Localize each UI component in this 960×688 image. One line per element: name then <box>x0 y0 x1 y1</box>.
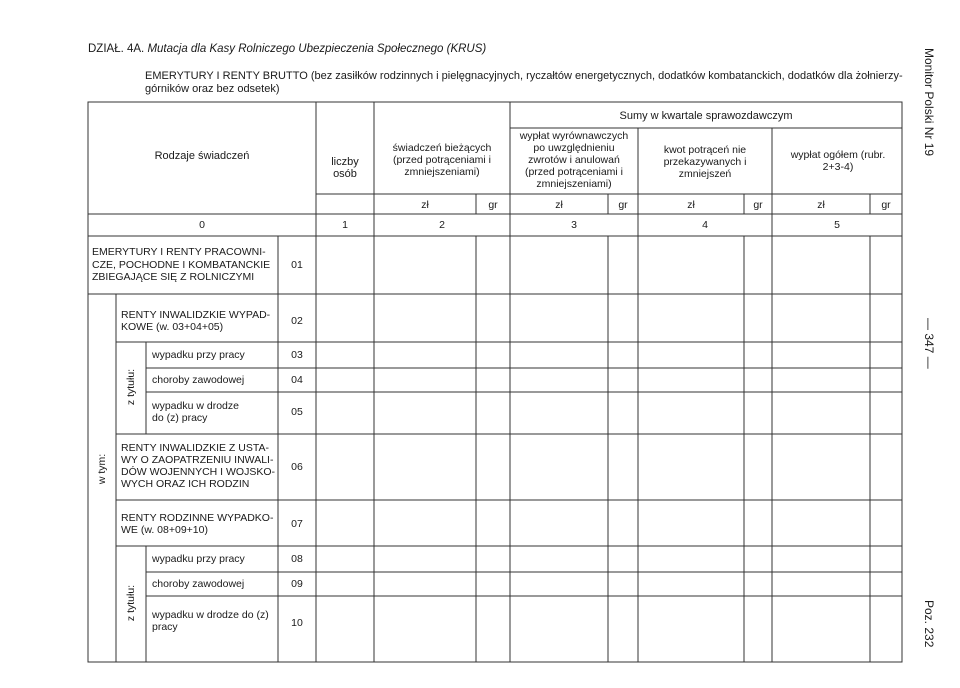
row-06-label: RENTY INWALIDZKIE Z USTA-WY O ZAOPATRZENIU INWALI-DÓW WOJENNYCH I WOJSKO-WYCH ORAZ ICH RODZIN <box>121 442 275 490</box>
col3-header: wypłat wyrównawczych po uwzględnieniu zwrotów i anulowań (przed potrąceniami i zmniejszeniami) <box>519 130 629 190</box>
col-number-4: 4 <box>702 219 708 231</box>
col-number-1: 1 <box>342 219 348 231</box>
row-09-label: choroby zawodowej <box>152 578 245 590</box>
col2-header: świadczeń bieżących (przed potrąceniami i zmniejszeniami) <box>392 142 492 178</box>
row-07-label: RENTY RODZINNE WYPADKO-WE (w. 08+09+10) <box>121 512 274 536</box>
col5-header: wypłat ogółem (rubr. 2+3-4) <box>790 149 886 173</box>
row-04-label: choroby zawodowej <box>152 374 245 386</box>
row-02-label: RENTY INWALIDZKIE WYPAD-KOWE (w. 03+04+05) <box>121 309 271 333</box>
row-05-code: 05 <box>291 406 303 418</box>
group-header: Sumy w kwartale sprawozdawczym <box>619 110 793 122</box>
row-10-code: 10 <box>291 617 303 629</box>
row-06-code: 06 <box>291 461 303 473</box>
col-number-3: 3 <box>571 219 577 231</box>
col1-header: liczby osób <box>331 156 359 180</box>
row-08-label: wypadku przy pracy <box>152 553 245 565</box>
page-number: — 347 — <box>922 318 936 369</box>
col0-header: Rodzaje świadczeń <box>154 150 250 162</box>
journal-label: Monitor Polski Nr 19 <box>922 48 936 157</box>
col-number-5: 5 <box>834 219 840 231</box>
unit-zl-col3: zł <box>555 199 563 211</box>
unit-gr-col4: gr <box>753 199 763 211</box>
row-10-label: wypadku w drodze do (z) pracy <box>152 609 269 633</box>
row-01-label: EMERYTURY I RENTY PRACOWNI-CZE, POCHODNE I KOMBATANCKIE ZBIEGAJĄCE SIĘ Z ROLNICZYMI <box>92 246 271 283</box>
col-number-2: 2 <box>439 219 445 231</box>
unit-gr-col5: gr <box>881 199 891 211</box>
unit-zl-col5: zł <box>817 199 825 211</box>
position-label: Poz. 232 <box>922 600 936 648</box>
col-number-0: 0 <box>199 219 205 231</box>
unit-zl-col4: zł <box>687 199 695 211</box>
row-05-label: wypadku w drodze do (z) pracy <box>152 400 239 424</box>
row-09-code: 09 <box>291 578 303 590</box>
row-01-code: 01 <box>291 259 303 271</box>
row-07-code: 07 <box>291 518 303 530</box>
row-08-code: 08 <box>291 553 303 565</box>
row-03-code: 03 <box>291 349 303 361</box>
unit-zl-col2: zł <box>421 199 429 211</box>
z-tytulu-label-1: z tytułu: <box>125 368 137 406</box>
intro-text: EMERYTURY I RENTY BRUTTO (bez zasiłków rodzinnych i pielęgnacyjnych, ryczałtów energetycznych, dodatków kombatanckich, dodatków dla żołnierzy-górników oraz bez odsetek) <box>145 70 903 95</box>
row-03-label: wypadku przy pracy <box>152 349 245 361</box>
row-04-code: 04 <box>291 374 303 386</box>
row-02-code: 02 <box>291 315 303 327</box>
section-subtitle: Mutacja dla Kasy Rolniczego Ubezpieczenia Społecznego (KRUS) <box>147 43 487 55</box>
z-tytulu-label-2: z tytułu: <box>125 584 137 622</box>
col4-header: kwot potrąceń nie przekazywanych i zmniejszeń <box>663 144 747 180</box>
unit-gr-col3: gr <box>618 199 628 211</box>
w-tym-label: w tym: <box>96 453 108 485</box>
section-label: DZIAŁ. 4A. <box>88 43 145 55</box>
unit-gr-col2: gr <box>488 199 498 211</box>
